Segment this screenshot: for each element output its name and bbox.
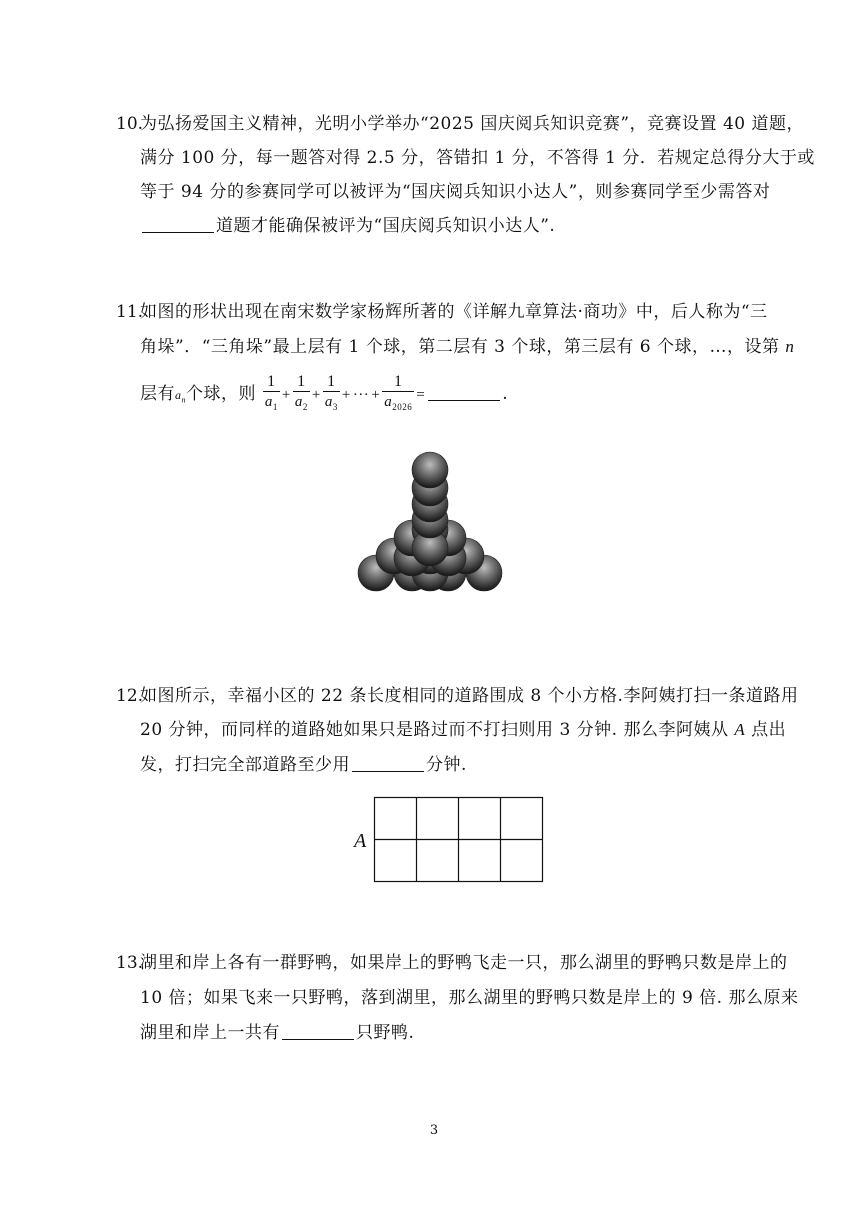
question-text-line: 发，打扫完全部道路至少用 分钟. — [140, 755, 467, 775]
question-text-line: 为弘扬爱国主义精神，光明小学举办“2025 国庆阅兵知识竞赛”，竞赛设置 40 道题， — [140, 114, 804, 134]
question-text-line: 20 分钟，而同样的道路她如果只是路过而不打扫则用 3 分钟. 那么李阿姨从 A 点出 — [140, 720, 787, 740]
question-text-line: 等于 94 分的参赛同学可以被评为“国庆阅兵知识小达人”，则参赛同学至少需答对 — [140, 182, 771, 202]
question-number: 13. — [116, 953, 144, 973]
question-text-line: 10 倍；如果飞来一只野鸭，落到湖里，那么湖里的野鸭只数是岸上的 9 倍. 那么原来 — [140, 988, 799, 1008]
question-number: 12. — [116, 686, 144, 706]
triangular-ball-pile-figure — [350, 448, 520, 593]
question-number: 10. — [116, 114, 144, 134]
fraction-term: $\frac{1}{a_{2026}}$ — [384, 372, 413, 412]
ball — [412, 452, 448, 488]
point-a-label: A — [354, 830, 367, 852]
question-text-line: 角垛”．“三角垛”最上层有 1 个球，第二层有 3 个球，第三层有 6 个球，…，设第 n — [140, 337, 795, 357]
question-text-line: 如图的形状出现在南宋数学家杨辉所著的《详解九章算法·商功》中，后人称为“三 — [140, 302, 768, 322]
question-text-line: 如图所示，幸福小区的 22 条长度相同的道路围成 8 个小方格.李阿姨打扫一条道路用 — [140, 686, 799, 706]
question-text-line: 湖里和岸上各有一群野鸭，如果岸上的野鸭飞走一只，那么湖里的野鸭只数是岸上的 — [140, 953, 788, 973]
answer-blank[interactable] — [282, 1023, 354, 1040]
fraction-term: $\frac{1}{a_3}$ — [324, 372, 338, 412]
road-grid-figure — [350, 793, 550, 888]
question-text-line: 满分 100 分，每一题答对得 2.5 分，答错扣 1 分，不答得 1 分．若规定总得分大于或 — [140, 148, 815, 168]
answer-blank[interactable] — [428, 384, 500, 401]
fraction-term: $\frac{1}{a_2}$ — [294, 372, 308, 412]
question-text-line: 湖里和岸上一共有 只野鸭. — [140, 1023, 415, 1043]
answer-blank[interactable] — [352, 755, 424, 772]
question-text-line: 道题才能确保被评为“国庆阅兵知识小达人”. — [140, 215, 555, 237]
fraction-term: $\frac{1}{a_1}$ — [264, 372, 278, 412]
formula-line: 层有$a_n$个球，则 $\frac{1}{a_1}$ + $\frac{1}{a_2}$ + $\frac{1}{a_3}$ + ··· + $\frac{1}{a_{2026}}$ = . — [140, 372, 508, 422]
page-number: 3 — [429, 1123, 439, 1138]
answer-blank[interactable] — [142, 216, 214, 233]
question-number: 11. — [116, 302, 144, 322]
